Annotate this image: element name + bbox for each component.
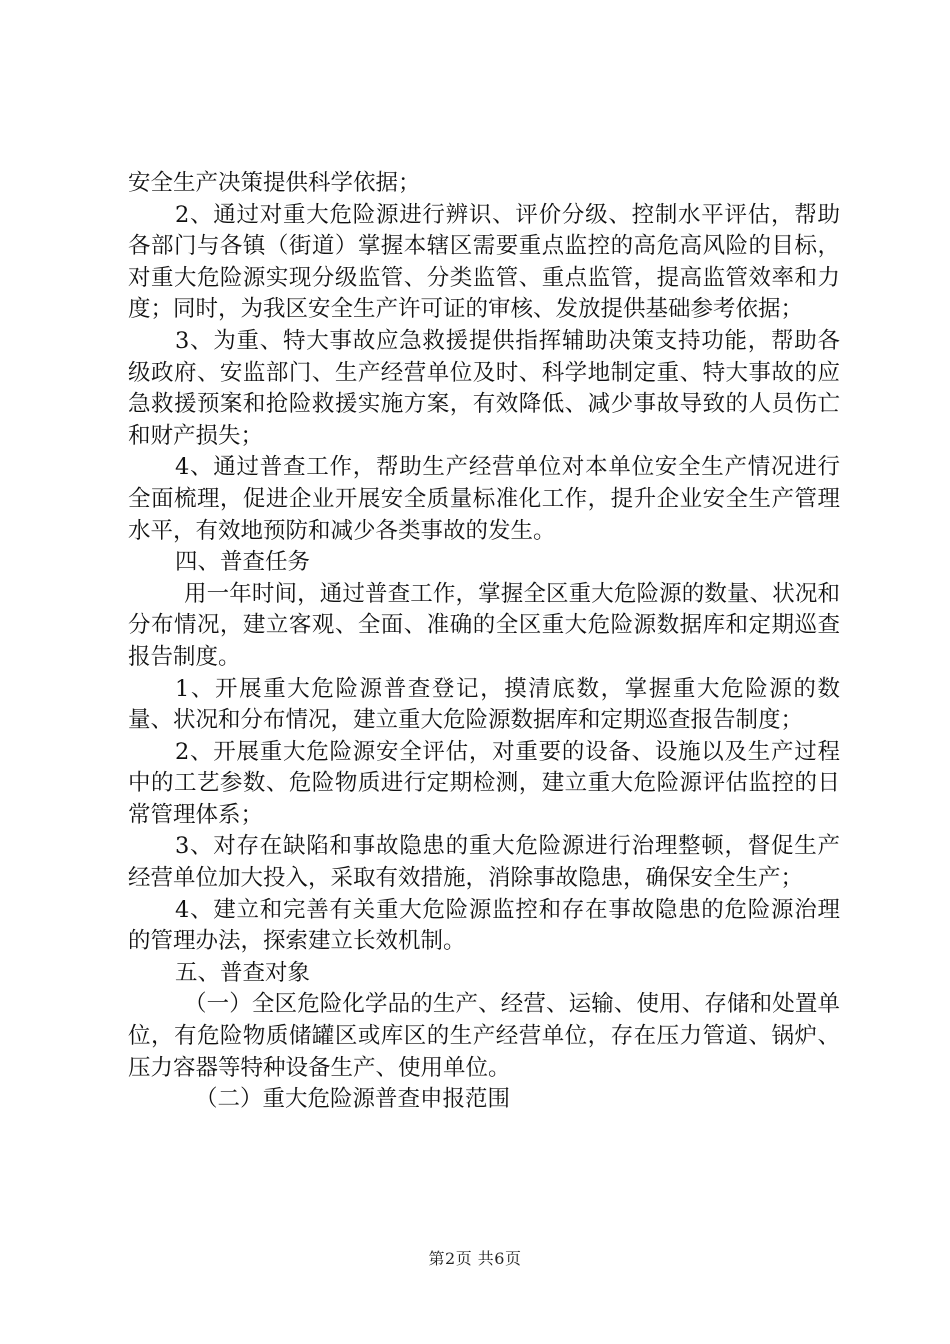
document-body bbox=[128, 168, 840, 1116]
section-heading-4: 四、普查任务 bbox=[175, 549, 311, 576]
paragraph-4: 4、通过普查工作，帮助生产经营单位对本单位安全生产情况进行全面梳理，促进企业开展安全质量标准化工作，提升企业安全生产管理水平，有效地预防和减少各类事故的发生。 bbox=[128, 454, 840, 544]
paragraph-1: 安全生产决策提供科学依据； bbox=[128, 170, 421, 196]
page-footer bbox=[0, 1246, 950, 1269]
paragraph-2: 2、通过对重大危险源进行辨识、评价分级、控制水平评估，帮助各部门与各镇（街道）掌握本辖区需要重点监控的高危高风险的目标，对重大危险源实现分级监管、分类监管、重点监管，提高监管效率和力度；同时，为我区安全生产许可证的审核、发放提供基础参考依据； bbox=[128, 201, 840, 323]
paragraph-12: （一）全区危险化学品的生产、经营、运输、使用、存储和处置单位，有危险物质储罐区或库区的生产经营单位，存在压力管道、锅炉、压力容器等特种设备生产、使用单位。 bbox=[128, 991, 840, 1081]
paragraph-7: 1、开展重大危险源普查登记，摸清底数，掌握重大危险源的数量、状况和分布情况，建立重大危险源数据库和定期巡查报告制度； bbox=[128, 675, 840, 734]
page-number: 第2页 共6页 bbox=[428, 1249, 522, 1268]
paragraph-3: 3、为重、特大事故应急救援提供指挥辅助决策支持功能，帮助各级政府、安监部门、生产经营单位及时、科学地制定重、特大事故的应急救援预案和抢险救援实施方案，有效降低、减少事故导致的人员伤亡和财产损失； bbox=[128, 327, 840, 449]
paragraph-10: 4、建立和完善有关重大危险源监控和存在事故隐患的危险源治理的管理办法，探索建立长效机制。 bbox=[128, 896, 840, 955]
paragraph-8: 2、开展重大危险源安全评估，对重要的设备、设施以及生产过程中的工艺参数、危险物质进行定期检测，建立重大危险源评估监控的日常管理体系； bbox=[128, 738, 840, 828]
paragraph-6: 用一年时间，通过普查工作，掌握全区重大危险源的数量、状况和分布情况，建立客观、全面、准确的全区重大危险源数据库和定期巡查报告制度。 bbox=[128, 580, 840, 670]
section-heading-5: 五、普查对象 bbox=[175, 959, 311, 986]
paragraph-13: （二）重大危险源普查申报范围 bbox=[195, 1086, 511, 1113]
paragraph-9: 3、对存在缺陷和事故隐患的重大危险源进行治理整顿，督促生产经营单位加大投入，采取有效措施，消除事故隐患，确保安全生产； bbox=[128, 833, 840, 892]
